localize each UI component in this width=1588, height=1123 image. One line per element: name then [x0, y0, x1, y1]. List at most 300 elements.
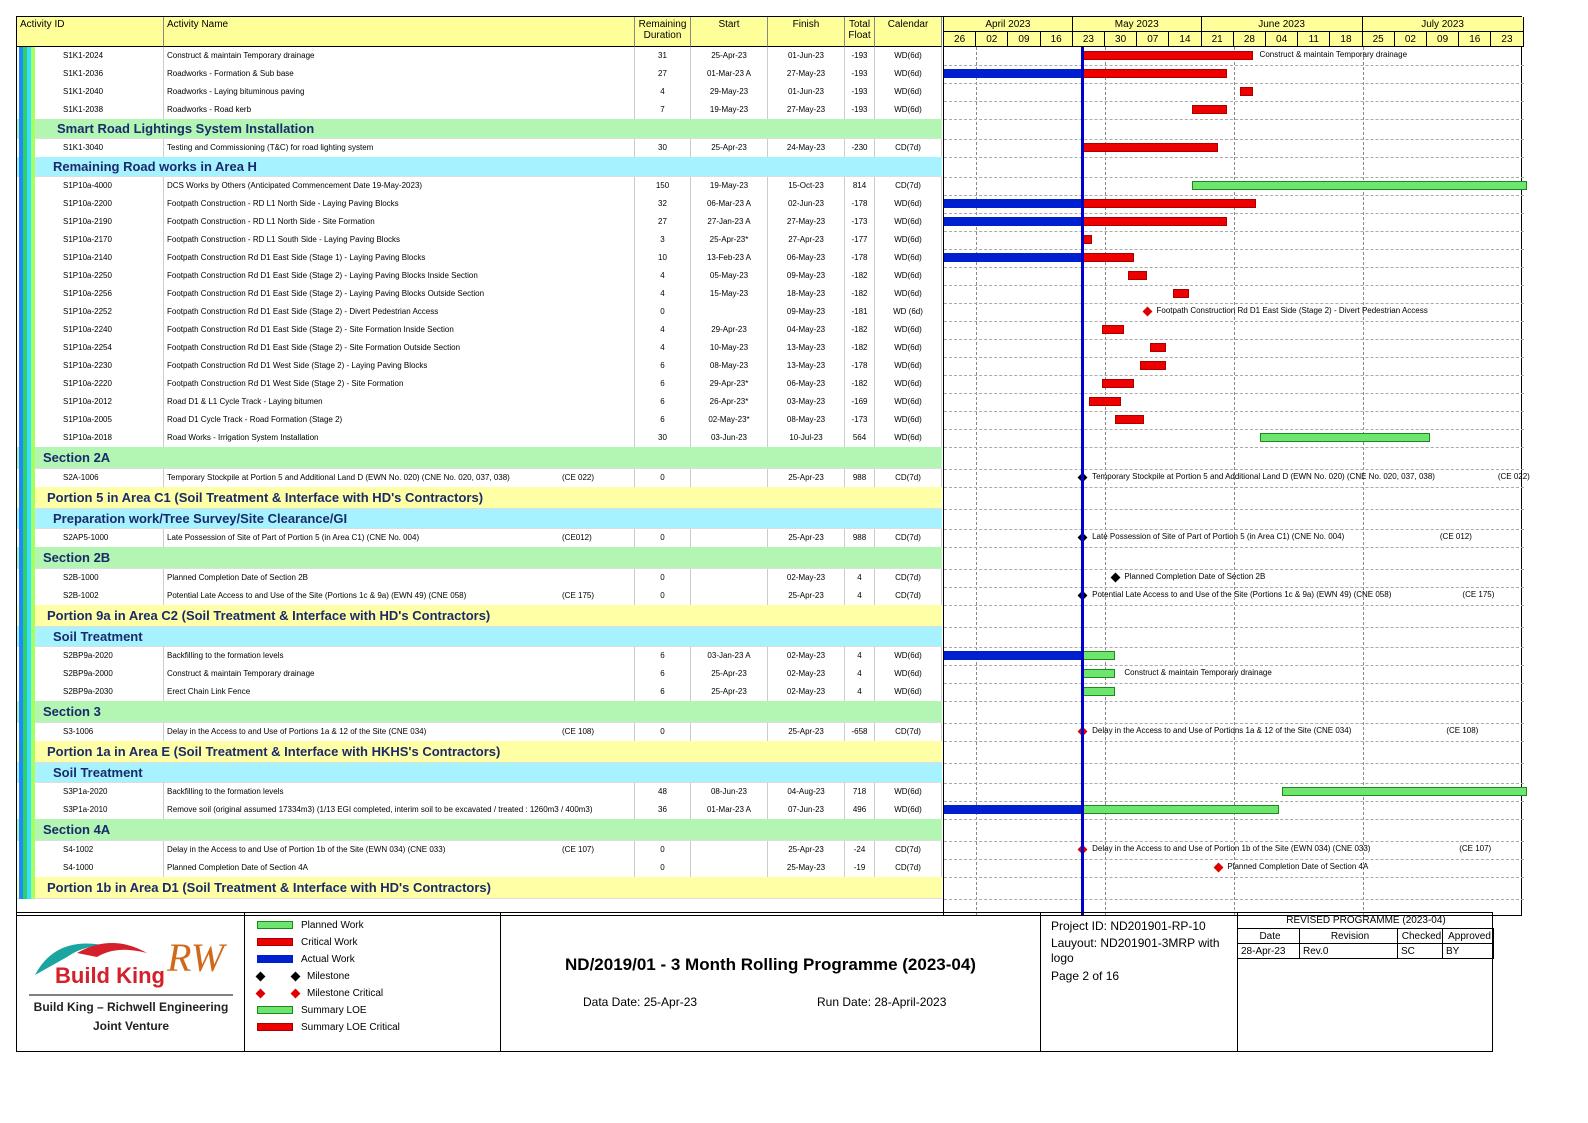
row-divider: [944, 605, 1524, 606]
table-row[interactable]: [17, 83, 942, 101]
row-divider: [944, 447, 1524, 448]
actual-bar[interactable]: [944, 805, 1082, 814]
table-row[interactable]: [17, 529, 942, 547]
table-row[interactable]: [17, 357, 942, 375]
cell-start: 29-Apr-23*: [691, 375, 768, 393]
legend-item: [257, 917, 364, 934]
table-row[interactable]: [17, 859, 942, 877]
row-divider: [944, 339, 1524, 340]
cell-cal: WD(6d): [875, 267, 942, 285]
cell-rd: 32: [635, 195, 691, 213]
col-header-activity-name[interactable]: Activity Name: [164, 17, 635, 47]
table-row[interactable]: [17, 375, 942, 393]
week-header[interactable]: 11: [1298, 32, 1330, 47]
cell-cal: CD(7d): [875, 841, 942, 859]
critical-bar[interactable]: [1102, 325, 1125, 334]
cell-start: 03-Jan-23 A: [691, 647, 768, 665]
table-row[interactable]: [17, 339, 942, 357]
wbs-band[interactable]: [17, 509, 942, 529]
run-date: Run Date: 28-April-2023: [817, 995, 947, 1009]
week-header[interactable]: 23: [1073, 32, 1105, 47]
cell-cal: WD(6d): [875, 683, 942, 701]
wbs-band[interactable]: [17, 447, 942, 469]
cell-finish: 15-Oct-23: [768, 177, 845, 195]
logo-line-1: Build King – Richwell Engineering: [33, 1000, 229, 1014]
title-block: [16, 912, 1493, 1052]
critical-milestone[interactable]: [1213, 863, 1223, 873]
row-divider: [944, 783, 1524, 784]
cell-cal: CD(7d): [875, 529, 942, 547]
cell-rd: 30: [635, 429, 691, 447]
table-row[interactable]: [17, 665, 942, 683]
row-divider: [944, 723, 1524, 724]
cell-finish: 24-May-23: [768, 139, 845, 157]
cell-finish: 25-May-23: [768, 859, 845, 877]
legend-label: Planned Work: [301, 920, 364, 931]
legend: [245, 913, 501, 1051]
row-divider: [944, 741, 1524, 742]
week-header[interactable]: 23: [1491, 32, 1523, 47]
critical-bar[interactable]: [1089, 397, 1121, 406]
cell-id: S1P10a-2005: [17, 411, 164, 429]
activity-table: [17, 17, 942, 915]
cell-name: Footpath Construction Rd D1 East Side (Stage 2) - Laying Paving Blocks Outside Section: [164, 285, 635, 303]
table-row[interactable]: [17, 285, 942, 303]
cell-finish: 10-Jul-23: [768, 429, 845, 447]
critical-bar[interactable]: [1082, 199, 1256, 208]
cell-tf: 988: [845, 529, 875, 547]
cell-finish: 04-Aug-23: [768, 783, 845, 801]
cell-tf: -182: [845, 375, 875, 393]
week-header[interactable]: 02: [1395, 32, 1427, 47]
legend-label: Summary LOE: [301, 1005, 367, 1016]
table-row[interactable]: [17, 469, 942, 487]
legend-swatch: [257, 938, 293, 946]
critical-bar[interactable]: [1082, 51, 1253, 60]
row-divider: [944, 877, 1524, 878]
row-divider: [944, 375, 1524, 376]
bar-label: Potential Late Access to and Use of the Site (Portions 1c & 9a) (EWN 49) (CNE 058): [1092, 590, 1392, 599]
week-header[interactable]: 16: [1041, 32, 1073, 47]
cell-cal: WD (6d): [875, 303, 942, 321]
table-row[interactable]: [17, 647, 942, 665]
legend-swatch: [257, 1006, 293, 1014]
logo-line-2: Joint Venture: [92, 1019, 170, 1033]
wbs-title: Section 3: [43, 704, 101, 719]
cell-start: 25-Apr-23*: [691, 231, 768, 249]
actual-bar[interactable]: [944, 199, 1082, 208]
week-header[interactable]: 09: [1008, 32, 1040, 47]
critical-milestone[interactable]: [1142, 307, 1152, 317]
critical-bar[interactable]: [1140, 361, 1166, 370]
cell-tf: -181: [845, 303, 875, 321]
cell-rd: 0: [635, 723, 691, 741]
wbs-title: Section 2A: [43, 450, 111, 465]
cell-name: Footpath Construction Rd D1 East Side (Stage 2) - Divert Pedestrian Access: [164, 303, 635, 321]
cell-tf: -19: [845, 859, 875, 877]
cell-start: 29-May-23: [691, 83, 768, 101]
wbs-band[interactable]: [17, 627, 942, 647]
table-row[interactable]: [17, 321, 942, 339]
cell-rd: 0: [635, 587, 691, 605]
cell-cal: WD(6d): [875, 647, 942, 665]
row-divider: [944, 357, 1524, 358]
cell-start: 19-May-23: [691, 101, 768, 119]
revision-row: [1238, 944, 1494, 959]
cell-cal: WD(6d): [875, 339, 942, 357]
wbs-band[interactable]: [17, 701, 942, 723]
week-header[interactable]: 02: [976, 32, 1008, 47]
cell-name: Footpath Construction Rd D1 East Side (Stage 2) - Laying Paving Blocks Inside Section: [164, 267, 635, 285]
planned-bar[interactable]: [1082, 669, 1114, 678]
cell-finish: 25-Apr-23: [768, 587, 845, 605]
wbs-title: Portion 9a in Area C2 (Soil Treatment & Interface with HD's Contractors): [47, 608, 491, 623]
cell-cal: WD(6d): [875, 321, 942, 339]
table-row[interactable]: [17, 393, 942, 411]
table-row[interactable]: [17, 65, 942, 83]
legend-milestone-icon: [291, 988, 301, 998]
legend-item: [257, 1019, 400, 1036]
row-divider: [944, 101, 1524, 102]
legend-swatch: [257, 921, 293, 929]
table-row[interactable]: [17, 801, 942, 819]
planned-bar[interactable]: [1260, 433, 1431, 442]
cell-name: Backfilling to the formation levels: [164, 783, 635, 801]
col-header-start[interactable]: Start: [691, 17, 768, 47]
cell-start: 01-Mar-23 A: [691, 65, 768, 83]
cell-finish: 06-May-23: [768, 375, 845, 393]
cell-rd: 48: [635, 783, 691, 801]
wbs-band[interactable]: [17, 763, 942, 783]
cell-id: S3P1a-2020: [17, 783, 164, 801]
row-divider: [944, 509, 1524, 510]
critical-bar[interactable]: [1128, 271, 1147, 280]
cell-finish: 27-May-23: [768, 213, 845, 231]
table-row[interactable]: [17, 195, 942, 213]
cell-finish: 25-Apr-23: [768, 723, 845, 741]
cell-rd: 150: [635, 177, 691, 195]
cell-tf: 4: [845, 647, 875, 665]
cell-finish: 02-May-23: [768, 665, 845, 683]
week-header[interactable]: 28: [1234, 32, 1266, 47]
critical-bar[interactable]: [1102, 379, 1134, 388]
critical-bar[interactable]: [1082, 143, 1217, 152]
cell-start: 15-May-23: [691, 285, 768, 303]
col-header-calendar[interactable]: Calendar: [875, 17, 942, 47]
cell-id: S1P10a-2012: [17, 393, 164, 411]
planned-bar[interactable]: [1192, 181, 1527, 190]
cell-cal: WD(6d): [875, 393, 942, 411]
layout-name: Lauyout: ND201901-3MRP with logo: [1051, 936, 1220, 965]
row-divider: [944, 393, 1524, 394]
row-divider: [944, 213, 1524, 214]
cell-rd: 31: [635, 47, 691, 65]
week-header[interactable]: 04: [1266, 32, 1298, 47]
cell-finish: 09-May-23: [768, 303, 845, 321]
programme-title: ND/2019/01 - 3 Month Rolling Programme (2023-04): [565, 955, 976, 974]
wbs-band[interactable]: [17, 877, 942, 899]
planned-bar[interactable]: [1082, 651, 1114, 660]
actual-bar[interactable]: [944, 217, 1082, 226]
wbs-band[interactable]: [17, 119, 942, 139]
cell-start: 08-May-23: [691, 357, 768, 375]
table-row[interactable]: [17, 683, 942, 701]
revision-cell: 28-Apr-23: [1238, 944, 1300, 959]
wbs-title: Section 2B: [43, 550, 111, 565]
cell-start: 25-Apr-23: [691, 139, 768, 157]
critical-bar[interactable]: [1082, 253, 1134, 262]
table-row[interactable]: [17, 213, 942, 231]
col-header-activity-id[interactable]: Activity ID: [17, 17, 164, 47]
row-divider: [944, 119, 1524, 120]
week-header[interactable]: 09: [1427, 32, 1459, 47]
bar-label-ce: (CE 022): [1497, 472, 1530, 481]
cell-start: 10-May-23: [691, 339, 768, 357]
wbs-band[interactable]: [17, 157, 942, 177]
table-row[interactable]: [17, 231, 942, 249]
cell-start: 25-Apr-23: [691, 683, 768, 701]
cell-rd: 0: [635, 841, 691, 859]
cell-finish: 07-Jun-23: [768, 801, 845, 819]
legend-label: Critical Work: [301, 937, 358, 948]
cell-start: [691, 723, 768, 741]
cell-start: [691, 529, 768, 547]
cell-tf: 814: [845, 177, 875, 195]
week-header[interactable]: 14: [1169, 32, 1201, 47]
cell-id: S1K1-2038: [17, 101, 164, 119]
bar-label-ce: (CE 175): [1462, 590, 1495, 599]
wbs-band[interactable]: [17, 819, 942, 841]
wbs-band[interactable]: [17, 605, 942, 627]
legend-item: [257, 951, 355, 968]
row-divider: [944, 587, 1524, 588]
col-header-finish[interactable]: Finish: [768, 17, 845, 47]
revision-cell: BY: [1443, 944, 1494, 959]
revision-header-row: [1238, 929, 1494, 944]
cell-tf: -173: [845, 213, 875, 231]
col-header-remaining[interactable]: Remaining Duration: [635, 17, 691, 47]
cell-name: Footpath Construction Rd D1 West Side (Stage 2) - Site Formation: [164, 375, 635, 393]
critical-bar[interactable]: [1082, 69, 1227, 78]
company-logo: [17, 913, 245, 1051]
cell-name: Planned Completion Date of Section 4A: [164, 859, 635, 877]
wbs-band[interactable]: [17, 741, 942, 763]
cell-finish: 02-May-23: [768, 569, 845, 587]
cell-name: Footpath Construction Rd D1 East Side (Stage 1) - Laying Paving Blocks: [164, 249, 635, 267]
cell-start: [691, 569, 768, 587]
table-row[interactable]: [17, 429, 942, 447]
cell-id: S2BP9a-2020: [17, 647, 164, 665]
cell-tf: -193: [845, 47, 875, 65]
cell-id: S1P10a-2018: [17, 429, 164, 447]
cell-id: S1P10a-2254: [17, 339, 164, 357]
row-divider: [944, 303, 1524, 304]
cell-rd: 6: [635, 411, 691, 429]
revision-cell: SC: [1398, 944, 1443, 959]
table-row[interactable]: [17, 249, 942, 267]
cell-rd: 10: [635, 249, 691, 267]
table-row[interactable]: [17, 411, 942, 429]
table-row[interactable]: [17, 569, 942, 587]
cell-tf: -177: [845, 231, 875, 249]
table-row[interactable]: [17, 723, 942, 741]
programme-title-box: [501, 913, 1041, 1051]
bar-label: Temporary Stockpile at Portion 5 and Additional Land D (EWN No. 020) (CNE No. 020, 037, 038): [1092, 472, 1435, 481]
critical-bar[interactable]: [1192, 105, 1227, 114]
bar-label: Construct & maintain Temporary drainage: [1259, 50, 1408, 59]
cell-id: S2B-1002: [17, 587, 164, 605]
gantt-sheet: [16, 16, 1530, 916]
cell-cal: CD(7d): [875, 139, 942, 157]
legend-label: Milestone: [307, 971, 350, 982]
week-header[interactable]: 21: [1202, 32, 1234, 47]
row-divider: [944, 819, 1524, 820]
cell-name: Footpath Construction Rd D1 East Side (Stage 2) - Site Formation Outside Section: [164, 339, 635, 357]
cell-cal: CD(7d): [875, 569, 942, 587]
cell-start: 13-Feb-23 A: [691, 249, 768, 267]
planned-bar[interactable]: [1082, 805, 1278, 814]
cell-finish: 04-May-23: [768, 321, 845, 339]
cell-start: 25-Apr-23: [691, 665, 768, 683]
cell-finish: 02-May-23: [768, 683, 845, 701]
critical-bar[interactable]: [1150, 343, 1166, 352]
table-row[interactable]: [17, 303, 942, 321]
cell-cal: WD(6d): [875, 357, 942, 375]
month-header[interactable]: May 2023: [1073, 17, 1202, 32]
cell-tf: 4: [845, 569, 875, 587]
month-header[interactable]: April 2023: [944, 17, 1073, 32]
wbs-title: Preparation work/Tree Survey/Site Clearance/GI: [53, 511, 348, 526]
cell-name-extra: (CE012): [562, 533, 592, 542]
actual-bar[interactable]: [944, 651, 1082, 660]
cell-rd: 7: [635, 101, 691, 119]
cell-finish: 08-May-23: [768, 411, 845, 429]
row-divider: [944, 529, 1524, 530]
cell-tf: -182: [845, 321, 875, 339]
cell-tf: -230: [845, 139, 875, 157]
cell-tf: 4: [845, 587, 875, 605]
project-id: Project ID: ND201901-RP-10: [1051, 919, 1206, 933]
critical-bar[interactable]: [1082, 217, 1227, 226]
row-divider: [944, 139, 1524, 140]
actual-bar[interactable]: [944, 253, 1082, 262]
month-header[interactable]: July 2023: [1363, 17, 1524, 32]
cell-name: Construct & maintain Temporary drainage: [164, 665, 635, 683]
cell-name: Footpath Construction Rd D1 West Side (Stage 2) - Laying Paving Blocks: [164, 357, 635, 375]
cell-name-extra: (CE 175): [562, 591, 595, 600]
revision-header-cell: Checked: [1398, 929, 1443, 944]
critical-bar[interactable]: [1173, 289, 1189, 298]
table-row[interactable]: [17, 841, 942, 859]
row-divider: [944, 249, 1524, 250]
cell-start: 01-Mar-23 A: [691, 801, 768, 819]
cell-finish: 01-Jun-23: [768, 47, 845, 65]
cell-name: Roadworks - Laying bituminous paving: [164, 83, 635, 101]
legend-item: [257, 968, 350, 985]
month-header[interactable]: June 2023: [1202, 17, 1363, 32]
planned-bar[interactable]: [1282, 787, 1527, 796]
cell-finish: 06-May-23: [768, 249, 845, 267]
week-header[interactable]: 18: [1330, 32, 1362, 47]
cell-cal: WD(6d): [875, 231, 942, 249]
table-row[interactable]: [17, 267, 942, 285]
row-divider: [944, 701, 1524, 702]
cell-cal: WD(6d): [875, 213, 942, 231]
table-row[interactable]: [17, 783, 942, 801]
cell-start: 29-Apr-23: [691, 321, 768, 339]
row-divider: [944, 859, 1524, 860]
cell-cal: CD(7d): [875, 723, 942, 741]
row-divider: [944, 177, 1524, 178]
table-row[interactable]: [17, 47, 942, 65]
table-row[interactable]: [17, 587, 942, 605]
cell-tf: -182: [845, 339, 875, 357]
planned-bar[interactable]: [1082, 687, 1114, 696]
bar-label: Construct & maintain Temporary drainage: [1124, 668, 1272, 677]
cell-id: S1P10a-2250: [17, 267, 164, 285]
row-divider: [944, 429, 1524, 430]
wbs-title: Portion 5 in Area C1 (Soil Treatment & Interface with HD's Contractors): [47, 490, 484, 505]
legend-swatch: [257, 955, 293, 963]
table-row[interactable]: [17, 139, 942, 157]
cell-cal: WD(6d): [875, 47, 942, 65]
cell-name: Roadworks - Road kerb: [164, 101, 635, 119]
wbs-band[interactable]: [17, 487, 942, 509]
critical-bar[interactable]: [1240, 87, 1253, 96]
cell-cal: CD(7d): [875, 587, 942, 605]
row-divider: [944, 841, 1524, 842]
week-header[interactable]: 25: [1363, 32, 1395, 47]
cell-id: S1P10a-2252: [17, 303, 164, 321]
revision-header-cell: Date: [1238, 929, 1300, 944]
cell-id: S1P10a-2220: [17, 375, 164, 393]
week-header[interactable]: 07: [1137, 32, 1169, 47]
col-header-total-float[interactable]: Total Float: [845, 17, 875, 47]
build-king-logo: [17, 913, 245, 1053]
cell-rd: 4: [635, 321, 691, 339]
table-row[interactable]: [17, 177, 942, 195]
cell-rd: 6: [635, 357, 691, 375]
milestone[interactable]: [1110, 573, 1120, 583]
week-header[interactable]: 26: [944, 32, 976, 47]
cell-id: S2BP9a-2030: [17, 683, 164, 701]
cell-start: 05-May-23: [691, 267, 768, 285]
row-divider: [944, 647, 1524, 648]
cell-cal: WD(6d): [875, 65, 942, 83]
critical-bar[interactable]: [1115, 415, 1144, 424]
row-divider: [944, 569, 1524, 570]
cell-name-extra: (CE 022): [562, 473, 595, 482]
cell-cal: CD(7d): [875, 469, 942, 487]
cell-tf: -178: [845, 357, 875, 375]
cell-name: Planned Completion Date of Section 2B: [164, 569, 635, 587]
cell-id: S4-1000: [17, 859, 164, 877]
week-header[interactable]: 16: [1459, 32, 1491, 47]
cell-finish: 03-May-23: [768, 393, 845, 411]
table-row[interactable]: [17, 101, 942, 119]
cell-id: S1K1-3040: [17, 139, 164, 157]
cell-start: [691, 841, 768, 859]
cell-name-extra: (CE 108): [562, 727, 595, 736]
row-divider: [944, 267, 1524, 268]
wbs-band[interactable]: [17, 547, 942, 569]
cell-tf: -182: [845, 267, 875, 285]
week-header[interactable]: 30: [1105, 32, 1137, 47]
actual-bar[interactable]: [944, 69, 1082, 78]
cell-id: S1P10a-2256: [17, 285, 164, 303]
cell-cal: WD(6d): [875, 375, 942, 393]
cell-rd: 6: [635, 647, 691, 665]
